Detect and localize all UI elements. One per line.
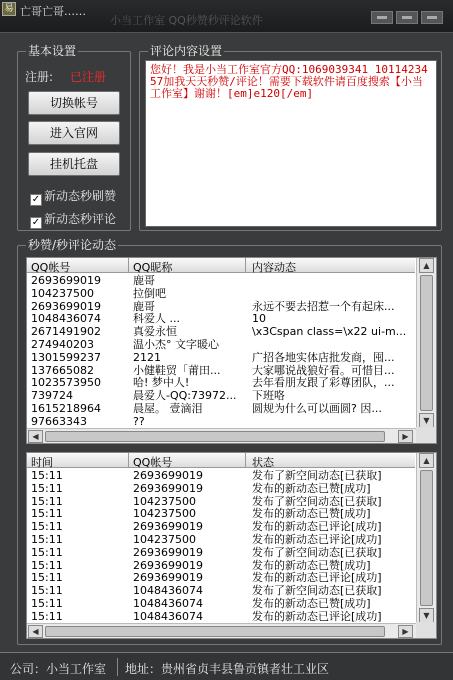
scroll-right-icon[interactable]: ▶ — [398, 430, 413, 443]
table-cell: 发布的新动态已赞[成功] — [252, 481, 371, 495]
table-cell: ?? — [133, 414, 145, 428]
official-site-button[interactable]: 进入官网 — [28, 121, 120, 145]
scroll-up-icon[interactable]: ▲ — [419, 258, 434, 273]
table-cell: 圆规为什么可以画圆? 因... — [252, 402, 382, 415]
column-header-qq[interactable]: QQ帐号 — [133, 456, 173, 469]
checkbox-check-icon: ✓ — [31, 194, 41, 205]
table-row[interactable] — [27, 325, 415, 338]
scroll-down-icon[interactable]: ▼ — [419, 608, 434, 623]
feed-vertical-scrollbar[interactable] — [416, 258, 436, 428]
table-cell: 104237500 — [133, 507, 196, 521]
table-row[interactable] — [27, 571, 415, 584]
table-cell: 2693699019 — [133, 558, 203, 572]
table-cell: 发布的新动态已评论[成功] — [252, 520, 382, 534]
table-cell: 15:11 — [31, 609, 63, 623]
tray-button[interactable]: 挂机托盘 — [28, 152, 120, 176]
table-row[interactable] — [27, 389, 415, 402]
table-row[interactable] — [27, 482, 415, 495]
table-cell: \x3Cspan class=\x22 ui-m... — [252, 325, 407, 339]
table-cell: 晨屋。 壹滴泪 — [133, 402, 203, 415]
table-cell: 15:11 — [31, 545, 63, 559]
scroll-right-icon[interactable]: ▶ — [398, 625, 413, 638]
table-cell: 发布的新动态已评论[成功] — [252, 533, 382, 546]
table-cell: 发布了新空间动态[已获取] — [252, 494, 382, 508]
table-cell: 发布了新空间动态[已获取] — [252, 545, 382, 559]
scroll-thumb[interactable] — [45, 626, 385, 637]
table-row[interactable] — [27, 610, 415, 623]
table-cell: 15:11 — [31, 520, 63, 534]
table-cell: 2693699019 — [133, 571, 203, 585]
table-cell: 15:11 — [31, 597, 63, 610]
log-vertical-scrollbar[interactable] — [416, 453, 436, 623]
table-cell: 拉倒吧 — [133, 286, 166, 300]
table-cell: 发布的新动态已赞[成功] — [252, 597, 371, 610]
table-cell: 2693699019 — [31, 299, 101, 313]
scroll-thumb[interactable] — [420, 470, 433, 606]
log-list-header — [27, 453, 415, 468]
close-icon — [427, 16, 437, 19]
comment-settings-title: 评论内容设置 — [150, 44, 223, 58]
table-cell: 104237500 — [133, 494, 196, 508]
table-cell: 发布的新动态已评论[成功] — [252, 571, 382, 585]
table-cell: 温小杰° 文字暖心 — [133, 338, 219, 351]
table-cell: 大家哪说战狼好看。可惜目... — [252, 363, 395, 377]
column-header-time[interactable]: 时间 — [31, 456, 53, 469]
table-cell: 104237500 — [133, 533, 196, 546]
scrollbar-corner — [416, 622, 436, 638]
table-row[interactable] — [27, 312, 415, 325]
table-cell: 2693699019 — [31, 274, 101, 287]
table-cell: 2693699019 — [133, 469, 203, 482]
scroll-left-icon[interactable]: ◀ — [28, 430, 43, 443]
table-row[interactable] — [27, 584, 415, 597]
feed-list-header — [27, 258, 415, 273]
table-row[interactable] — [27, 533, 415, 546]
table-cell: 1048436074 — [133, 597, 203, 610]
table-cell: 739724 — [31, 389, 73, 403]
scroll-up-icon[interactable]: ▲ — [419, 453, 434, 468]
table-cell: 2693699019 — [133, 545, 203, 559]
table-cell: 1048436074 — [133, 609, 203, 623]
table-cell: 晨爱人-QQ:73972... — [133, 389, 237, 403]
table-row[interactable] — [27, 597, 415, 610]
log-horizontal-scrollbar[interactable] — [27, 623, 416, 639]
window-subtitle: 小当工作室 QQ秒赞秒评论软件 — [110, 14, 263, 27]
auto-like-label: 新动态秒刷赞 — [44, 189, 117, 203]
table-cell: 15:11 — [31, 533, 63, 546]
table-cell: 发布了新空间动态[已获取] — [252, 469, 382, 482]
table-cell: 15:11 — [31, 584, 63, 598]
table-cell: 发布的新动态已赞[成功] — [252, 558, 371, 572]
table-cell: 137665082 — [31, 363, 94, 377]
column-header-nickname[interactable]: QQ昵称 — [133, 261, 173, 274]
table-cell: 1301599237 — [31, 350, 101, 364]
window-title: 亡哥亡哥…… — [20, 5, 86, 18]
table-cell: 97663343 — [31, 414, 87, 428]
table-row[interactable] — [27, 546, 415, 559]
table-cell: 科爱人 ... — [133, 312, 180, 326]
column-header-content[interactable]: 内容动态 — [252, 261, 296, 274]
maximize-icon — [402, 16, 412, 19]
status-bar — [0, 652, 453, 680]
scroll-thumb[interactable] — [420, 275, 433, 411]
table-cell: 1023573950 — [31, 376, 101, 390]
scroll-thumb[interactable] — [45, 431, 385, 442]
table-cell: 2671491902 — [31, 325, 101, 339]
title-bar — [0, 0, 453, 33]
table-row[interactable] — [27, 507, 415, 520]
close-button[interactable] — [421, 11, 443, 24]
company-text: 公司：小当工作室 — [10, 662, 107, 676]
register-status: 已注册 — [70, 70, 107, 84]
scrollbar-corner — [416, 427, 436, 443]
table-cell: 发布了新空间动态[已获取] — [252, 584, 382, 598]
table-cell: 1048436074 — [133, 584, 203, 598]
table-row[interactable] — [27, 274, 415, 287]
table-cell: 15:11 — [31, 571, 63, 585]
table-row[interactable] — [27, 559, 415, 572]
table-cell: 鹿哥 — [133, 299, 155, 313]
column-header-qq[interactable]: QQ帐号 — [31, 261, 71, 274]
table-cell: 发布的新动态已评论[成功] — [252, 609, 382, 623]
address-text: 地址：贵州省贞丰县鲁贡镇者壮工业区 — [125, 662, 330, 676]
switch-account-button[interactable]: 切换帐号 — [28, 91, 120, 115]
table-row[interactable] — [27, 469, 415, 482]
table-row[interactable] — [27, 402, 415, 415]
checkbox-check-icon: ✓ — [31, 217, 41, 228]
status-divider — [117, 658, 118, 676]
table-row[interactable] — [27, 351, 415, 364]
auto-comment-label: 新动态秒评论 — [44, 212, 117, 226]
table-row[interactable] — [27, 364, 415, 377]
table-row[interactable] — [27, 495, 415, 508]
table-cell: 104237500 — [31, 286, 94, 300]
table-cell: 1615218964 — [31, 402, 101, 415]
auto-comment-checkbox[interactable] — [30, 210, 116, 229]
table-cell: 2121 — [133, 350, 161, 364]
table-cell: 15:11 — [31, 507, 63, 521]
table-cell: 2693699019 — [133, 481, 203, 495]
table-cell: 2693699019 — [133, 520, 203, 534]
feed-group-title: 秒赞/秒评论动态 — [28, 238, 117, 252]
column-header-status[interactable]: 状态 — [252, 456, 274, 469]
table-cell: 真爱永恒 — [133, 325, 177, 339]
table-row[interactable] — [27, 338, 415, 351]
table-cell: 1048436074 — [31, 312, 101, 326]
table-row[interactable] — [27, 376, 415, 389]
table-cell: 鹿哥 — [133, 274, 155, 287]
table-cell: 小健鞋贸「莆田... — [133, 363, 221, 377]
feed-list[interactable] — [26, 257, 437, 444]
feed-horizontal-scrollbar[interactable] — [27, 428, 416, 444]
auto-like-checkbox[interactable] — [30, 187, 116, 206]
table-cell: 广招各地实体店批发商，囤... — [252, 350, 395, 364]
table-cell: 15:11 — [31, 494, 63, 508]
register-label: 注册: — [25, 70, 54, 84]
basic-settings-title: 基本设置 — [28, 44, 77, 58]
table-cell: 永远不要去招惹一个有起床... — [252, 299, 395, 313]
scroll-left-icon[interactable]: ◀ — [28, 625, 43, 638]
table-row[interactable] — [27, 520, 415, 533]
table-cell: 15:11 — [31, 469, 63, 482]
table-row[interactable] — [27, 287, 415, 300]
maximize-button[interactable] — [396, 11, 418, 24]
table-cell: 15:11 — [31, 481, 63, 495]
app-icon: 易 — [2, 2, 16, 16]
table-cell: 去年看朋友跟了彩尊团队，... — [252, 376, 395, 390]
log-list[interactable] — [26, 452, 437, 639]
table-row[interactable] — [27, 415, 415, 428]
table-cell: 哈! 梦中人! — [133, 376, 190, 390]
table-cell: 274940203 — [31, 338, 94, 351]
table-cell: 10 — [252, 312, 266, 326]
table-cell: 下班咯 — [252, 389, 285, 403]
scroll-down-icon[interactable]: ▼ — [419, 413, 434, 428]
table-cell: 15:11 — [31, 558, 63, 572]
minimize-button[interactable] — [371, 11, 393, 24]
table-cell: 发布的新动态已赞[成功] — [252, 507, 371, 521]
minimize-icon — [377, 16, 387, 19]
comment-textarea[interactable]: 您好！我是小当工作室官方QQ:1069039341 1011423457加我天天秒赞/评论！需要下载软件请百度搜索【小当工作室】谢谢！[em]e120[/em] — [145, 60, 437, 227]
table-row[interactable] — [27, 300, 415, 313]
